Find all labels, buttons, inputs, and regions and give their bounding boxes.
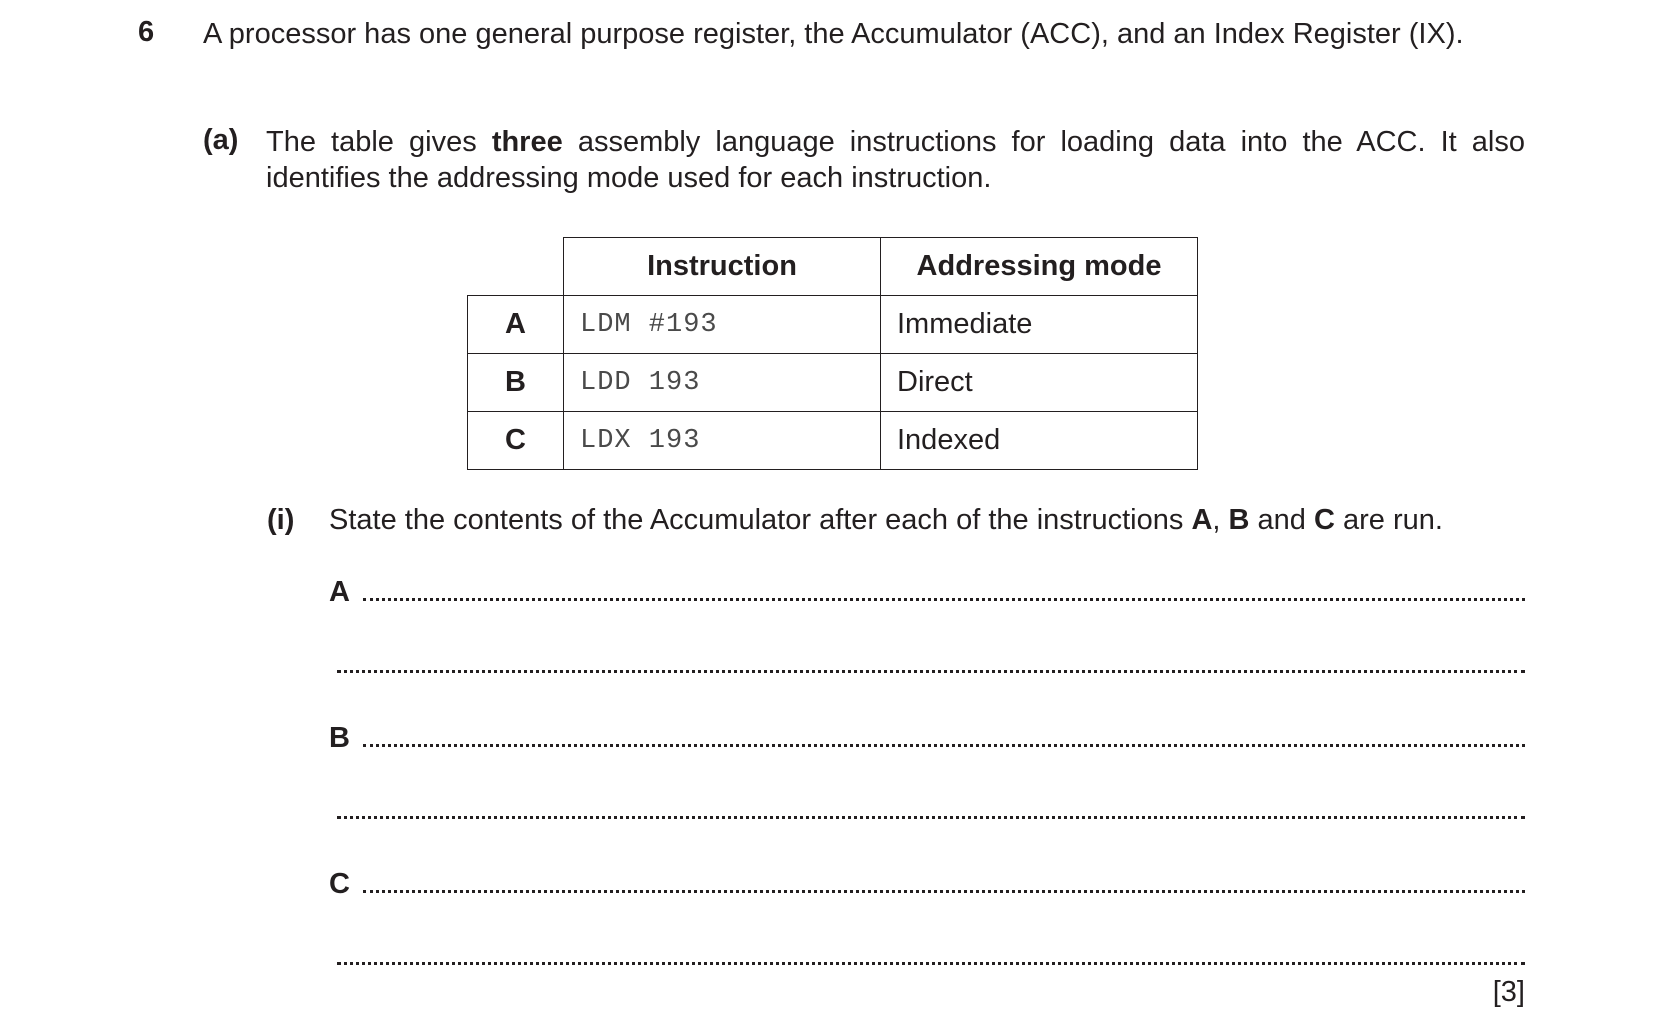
answer-b-line-1[interactable] [363, 744, 1525, 747]
answer-b-line-2[interactable] [337, 816, 1525, 819]
part-i-bold-a: A [1191, 504, 1213, 536]
header-instruction: Instruction [564, 238, 881, 296]
part-i-text [329, 504, 1443, 537]
instruction-cell: LDD 193 [564, 354, 881, 412]
answer-c-line-2[interactable] [337, 962, 1525, 965]
part-a-text [266, 124, 1525, 196]
table-header-row [468, 238, 1198, 296]
answer-a-label: A [329, 576, 350, 608]
part-a-text-1: The table gives [266, 126, 492, 158]
table-row [468, 354, 1198, 412]
answer-b-label: B [329, 722, 350, 754]
answer-c-line-1[interactable] [363, 890, 1525, 893]
mode-cell: Indexed [881, 412, 1198, 470]
answer-a-line-1[interactable] [363, 598, 1525, 601]
table-row [468, 412, 1198, 470]
part-i-sep-2: and [1249, 504, 1314, 536]
mode-cell: Direct [881, 354, 1198, 412]
question-number: 6 [138, 16, 155, 48]
question-intro: A processor has one general purpose register, the Accumulator (ACC), and an Index Register (IX). [203, 18, 1464, 50]
answer-c-label: C [329, 868, 350, 900]
part-i-text-1: State the contents of the Accumulator after each of the instructions [329, 504, 1192, 536]
part-a-text-2: assembly language instructions for loading data into the ACC. It also identifies the addressing mode used for each instruction. [266, 126, 1526, 194]
part-i-text-2: are run. [1334, 504, 1443, 536]
mode-cell: Immediate [881, 296, 1198, 354]
row-label: C [468, 412, 564, 470]
part-i-bold-c: C [1313, 504, 1335, 536]
header-addressing-mode: Addressing mode [881, 238, 1198, 296]
part-a-bold: three [491, 126, 563, 158]
part-i-sep-1: , [1212, 504, 1229, 536]
table-corner [468, 238, 564, 296]
row-label: B [468, 354, 564, 412]
part-i-bold-b: B [1228, 504, 1250, 536]
table-row [468, 296, 1198, 354]
answer-a-line-2[interactable] [337, 670, 1525, 673]
part-i-label: (i) [267, 504, 295, 536]
part-a-label: (a) [203, 124, 239, 156]
instruction-cell: LDX 193 [564, 412, 881, 470]
row-label: A [468, 296, 564, 354]
instruction-cell: LDM #193 [564, 296, 881, 354]
instruction-table [467, 237, 1198, 470]
marks-label: [3] [1492, 976, 1525, 1008]
